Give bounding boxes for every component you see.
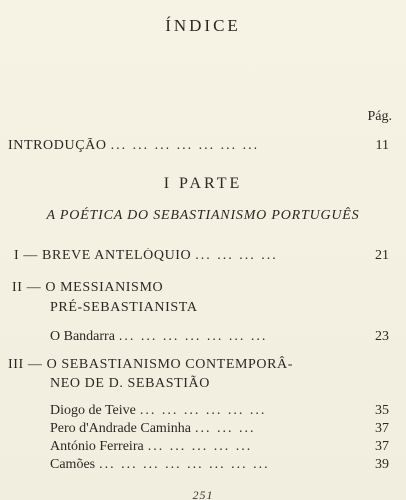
- toc-entry-page: 39: [375, 457, 389, 472]
- leader-dots: ... ... ...: [194, 421, 256, 436]
- toc-entry-introducao: [8, 138, 389, 154]
- chapter-3-title-line-1: III — O SEBASTIANISMO CONTEMPORÂ-: [8, 357, 294, 372]
- leader-dots: ... ... ... ... ...: [147, 439, 253, 454]
- chapter-2-title-line-2: PRÉ-SEBASTIANISTA: [50, 300, 198, 315]
- chapter-title: I — BREVE ANTELÓQUIO: [14, 248, 192, 263]
- toc-entry-page: 37: [375, 439, 389, 454]
- toc-entry-page: 35: [375, 403, 389, 418]
- toc-entry-page: 37: [375, 421, 389, 436]
- toc-entry-camoes: [50, 457, 389, 473]
- leader-dots: ... ... ... ...: [195, 248, 278, 263]
- toc-entry-label: Pero d'Andrade Caminha: [50, 421, 191, 436]
- toc-entry-pero-dandrade-caminha: [50, 421, 389, 437]
- part-subtitle: A POÉTICA DO SEBASTIANISMO PORTUGUÊS: [46, 208, 360, 223]
- toc-chapter-1: [14, 248, 389, 264]
- toc-entry-label: O Bandarra: [50, 329, 115, 344]
- page-number-footer: 251: [192, 488, 214, 500]
- toc-entry-antonio-ferreira: [50, 439, 389, 455]
- toc-entry-label: António Ferreira: [50, 439, 144, 454]
- part-heading: I PARTE: [163, 175, 243, 192]
- leader-dots: ... ... ... ... ... ... ... ...: [99, 457, 270, 472]
- chapter-3-title-line-2: NEO DE D. SEBASTIÃO: [50, 376, 210, 391]
- leader-dots: ... ... ... ... ... ...: [139, 403, 267, 418]
- leader-dots: ... ... ... ... ... ... ...: [110, 138, 260, 153]
- toc-entry-page: 11: [375, 138, 389, 153]
- toc-entry-bandarra: [50, 329, 389, 345]
- toc-entry-label: Diogo de Teive: [50, 403, 136, 418]
- page-column-label: Pág.: [367, 109, 392, 124]
- leader-dots: ... ... ... ... ... ... ...: [118, 329, 268, 344]
- page-title: ÍNDICE: [165, 16, 241, 35]
- toc-entry-page: 21: [375, 248, 389, 263]
- toc-entry-page: 23: [375, 329, 389, 344]
- toc-entry-label: Camões: [50, 457, 96, 472]
- chapter-2-title-line-1: II — O MESSIANISMO: [12, 280, 164, 295]
- toc-entry-label: INTRODUÇÃO: [8, 138, 107, 153]
- toc-entry-diogo-de-teive: [50, 403, 389, 419]
